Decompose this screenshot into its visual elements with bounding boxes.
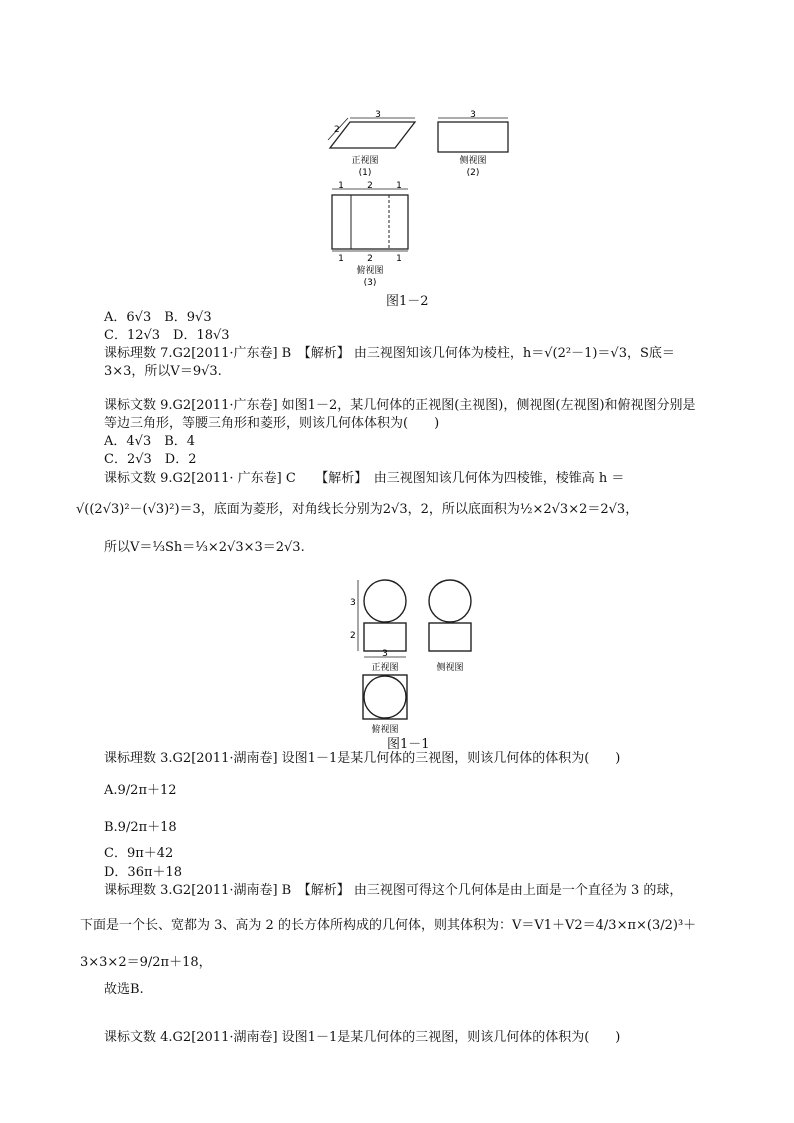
top-view-dim-2-b: 2: [367, 254, 373, 264]
top-view-dim-1-bl: 1: [338, 254, 344, 264]
front-view-dim-2: 2: [334, 125, 340, 135]
side-view-dim-3: 3: [470, 110, 476, 120]
q3-answer-line1: 课标理数 3.G2[2011·湖南卷] B 【解析】 由三视图可得这个几何体是由上面是一个直径为 3 的球，: [104, 883, 683, 898]
front-view-label: 正视图: [371, 663, 399, 673]
q3-answer-line3: 3×3×2＝9/2π＋18，: [80, 955, 212, 970]
front-view-dim-2-vertical: 2: [350, 631, 356, 641]
top-view-dim-1-br: 1: [396, 254, 402, 264]
q9-question-line2: 等边三角形，等腰三角形和菱形，则该几何体体积为( ): [104, 416, 440, 431]
figure-1-1-caption: 图1－1: [387, 737, 430, 752]
side-view-label: 侧视图: [436, 663, 464, 673]
top-view-dim-1-left: 1: [338, 181, 344, 191]
figure-1-2-caption: 图1－2: [386, 294, 429, 309]
q3-option-b: B.9/2π＋18: [104, 820, 177, 835]
top-view-num: (3): [363, 278, 377, 288]
q9-question-line1: 课标文数 9.G2[2011·广东卷] 如图1－2，某几何体的正视图(主视图)，侧视图(左视图)和俯视图分别是: [104, 398, 696, 413]
three-view-diagram-1-2: [320, 110, 520, 295]
front-view-sphere-box: [358, 580, 406, 657]
q9-answer-line1: 课标文数 9.G2[2011· 广东卷] C 【解析】 由三视图知该几何体为四棱锥，棱锥高 h ＝: [104, 471, 625, 486]
top-view-circle-in-square: [363, 675, 407, 719]
three-view-diagram-1-1: [345, 575, 485, 737]
q3-answer-line2: 下面是一个长、宽都为 3、高为 2 的长方体所构成的几何体，则其体积为：V＝V1＋V2＝4/3×π×(3/2)³＋: [80, 918, 697, 933]
top-view-label: 俯视图: [371, 725, 399, 735]
q4-question-line1: 课标文数 4.G2[2011·湖南卷] 设图1－1是某几何体的三视图，则该几何体的体积为( ): [104, 1030, 621, 1045]
front-view-dim-3-vertical: 3: [350, 598, 356, 608]
top-view-label: 俯视图: [356, 266, 384, 276]
q9-answer-line3: 所以V＝⅓Sh＝⅓×2√3×3＝2√3.: [104, 540, 305, 555]
q7-answer-line2: 3×3，所以V＝9√3.: [104, 364, 222, 379]
top-view-dim-2: 2: [367, 181, 373, 191]
front-view-dim-3-horizontal: 3: [382, 649, 388, 659]
figure-1-2: [320, 110, 520, 295]
q7-options-row1: A．6√3 B．9√3: [104, 310, 212, 325]
q9-answer-line2: √((2√3)²－(√3)²)＝3，底面为菱形，对角线长分别为2√3，2，所以底面积为½×2√3×2＝2√3，: [76, 502, 639, 517]
figure-1-1: [345, 575, 485, 737]
side-view-num: (2): [466, 168, 480, 178]
top-view-dim-1-right: 1: [396, 181, 402, 191]
front-view-num: (1): [358, 168, 372, 178]
top-view-rectangle: [332, 189, 408, 251]
front-view-parallelogram: [328, 118, 415, 148]
front-view-dim-3: 3: [375, 110, 381, 120]
q7-options-row2: C．12√3 D．18√3: [104, 328, 230, 343]
side-view-label: 侧视图: [459, 156, 487, 166]
q3-option-d: D．36π＋18: [104, 865, 183, 880]
q9-options-row1: A．4√3 B．4: [104, 434, 196, 449]
q3-question-line1: 课标理数 3.G2[2011·湖南卷] 设图1－1是某几何体的三视图，则该几何体的体积为( ): [104, 751, 621, 766]
q3-answer-line4: 故选B.: [104, 982, 144, 997]
q7-answer-line1: 课标理数 7.G2[2011·广东卷] B 【解析】 由三视图知该几何体为棱柱，h＝√(2²－1)＝√3，S底＝: [104, 346, 675, 361]
q3-option-c: C．9π＋42: [104, 846, 174, 861]
side-view-rectangle: [438, 118, 508, 152]
q3-option-a: A.9/2π＋12: [104, 783, 177, 798]
side-view-sphere-box: [429, 580, 471, 651]
q9-options-row2: C．2√3 D．2: [104, 452, 197, 467]
front-view-label: 正视图: [351, 156, 379, 166]
